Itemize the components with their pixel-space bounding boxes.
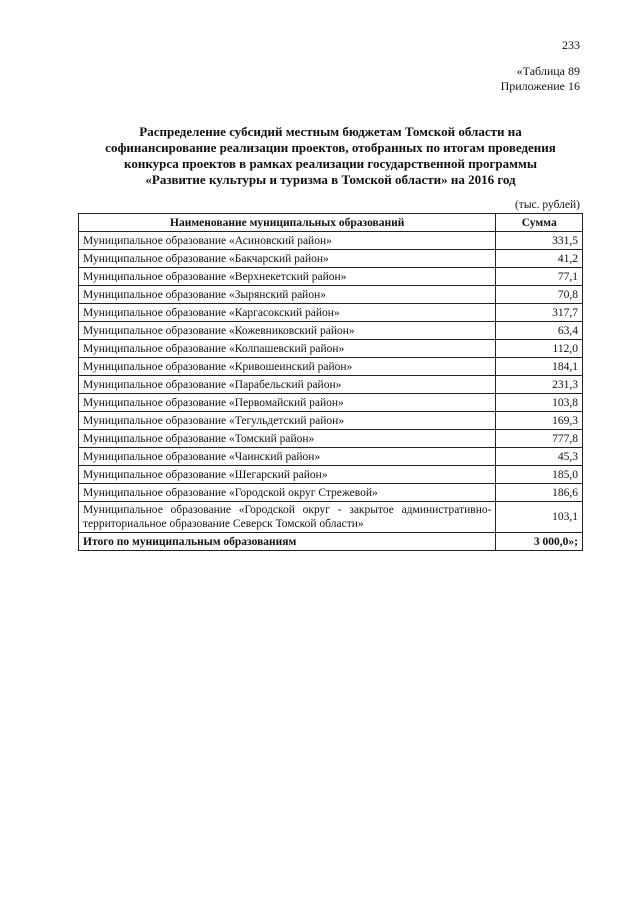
municipality-name: Муниципальное образование «Городской округ - закрытое административно-территориальное образование Северск Томской области» — [79, 502, 496, 533]
table-row — [79, 466, 583, 484]
subsidy-amount: 331,5 — [496, 232, 583, 250]
table-row — [79, 322, 583, 340]
subsidy-amount: 77,1 — [496, 268, 583, 286]
table-number: «Таблица 89 — [516, 64, 580, 78]
subsidy-amount: 112,0 — [496, 340, 583, 358]
column-header-name: Наименование муниципальных образований — [79, 214, 496, 232]
subsidy-amount: 41,2 — [496, 250, 583, 268]
page-number: 233 — [562, 38, 580, 52]
table-row — [79, 394, 583, 412]
title-line: «Развитие культуры и туризма в Томской области» на 2016 год — [145, 172, 516, 187]
table-row — [79, 250, 583, 268]
total-amount: 3 000,0»; — [496, 533, 583, 551]
subsidy-amount: 70,8 — [496, 286, 583, 304]
subsidy-amount: 231,3 — [496, 376, 583, 394]
municipality-name: Муниципальное образование «Первомайский район» — [79, 394, 496, 412]
total-row — [79, 533, 583, 551]
appendix-number: Приложение 16 — [500, 79, 580, 93]
title-line: софинансирование реализации проектов, отобранных по итогам проведения — [105, 140, 556, 155]
municipality-name: Муниципальное образование «Колпашевский район» — [79, 340, 496, 358]
subsidy-amount: 184,1 — [496, 358, 583, 376]
table-row — [79, 502, 583, 533]
subsidy-amount: 103,1 — [496, 502, 583, 533]
document-title — [78, 124, 583, 188]
title-line: Распределение субсидий местным бюджетам Томской области на — [139, 124, 522, 139]
subsidy-amount: 103,8 — [496, 394, 583, 412]
municipality-name: Муниципальное образование «Зырянский район» — [79, 286, 496, 304]
municipality-name: Муниципальное образование «Каргасокский район» — [79, 304, 496, 322]
subsidy-table — [78, 213, 583, 551]
table-header-row — [79, 214, 583, 232]
subsidy-amount: 63,4 — [496, 322, 583, 340]
municipality-name: Муниципальное образование «Шегарский район» — [79, 466, 496, 484]
title-line: конкурса проектов в рамках реализации государственной программы — [124, 156, 537, 171]
units-label: (тыс. рублей) — [514, 199, 580, 211]
table-row — [79, 358, 583, 376]
municipality-name: Муниципальное образование «Парабельский район» — [79, 376, 496, 394]
municipality-name: Муниципальное образование «Кривошеинский район» — [79, 358, 496, 376]
table-row — [79, 412, 583, 430]
table-row — [79, 304, 583, 322]
table-row — [79, 484, 583, 502]
total-label: Итого по муниципальным образованиям — [79, 533, 496, 551]
table-row — [79, 268, 583, 286]
table-row — [79, 286, 583, 304]
subsidy-amount: 169,3 — [496, 412, 583, 430]
subsidy-amount: 185,0 — [496, 466, 583, 484]
subsidy-amount: 317,7 — [496, 304, 583, 322]
municipality-name: Муниципальное образование «Асиновский район» — [79, 232, 496, 250]
municipality-name: Муниципальное образование «Тегульдетский район» — [79, 412, 496, 430]
municipality-name: Муниципальное образование «Городской округ Стрежевой» — [79, 484, 496, 502]
column-header-sum: Сумма — [496, 214, 583, 232]
municipality-name: Муниципальное образование «Верхнекетский район» — [79, 268, 496, 286]
table-row — [79, 430, 583, 448]
municipality-name: Муниципальное образование «Томский район» — [79, 430, 496, 448]
subsidy-amount: 186,6 — [496, 484, 583, 502]
table-row — [79, 448, 583, 466]
table-row — [79, 232, 583, 250]
subsidy-amount: 777,8 — [496, 430, 583, 448]
table-row — [79, 376, 583, 394]
subsidy-amount: 45,3 — [496, 448, 583, 466]
municipality-name: Муниципальное образование «Кожевниковский район» — [79, 322, 496, 340]
municipality-name: Муниципальное образование «Чаинский район» — [79, 448, 496, 466]
municipality-name: Муниципальное образование «Бакчарский район» — [79, 250, 496, 268]
table-reference — [501, 64, 580, 94]
table-row — [79, 340, 583, 358]
